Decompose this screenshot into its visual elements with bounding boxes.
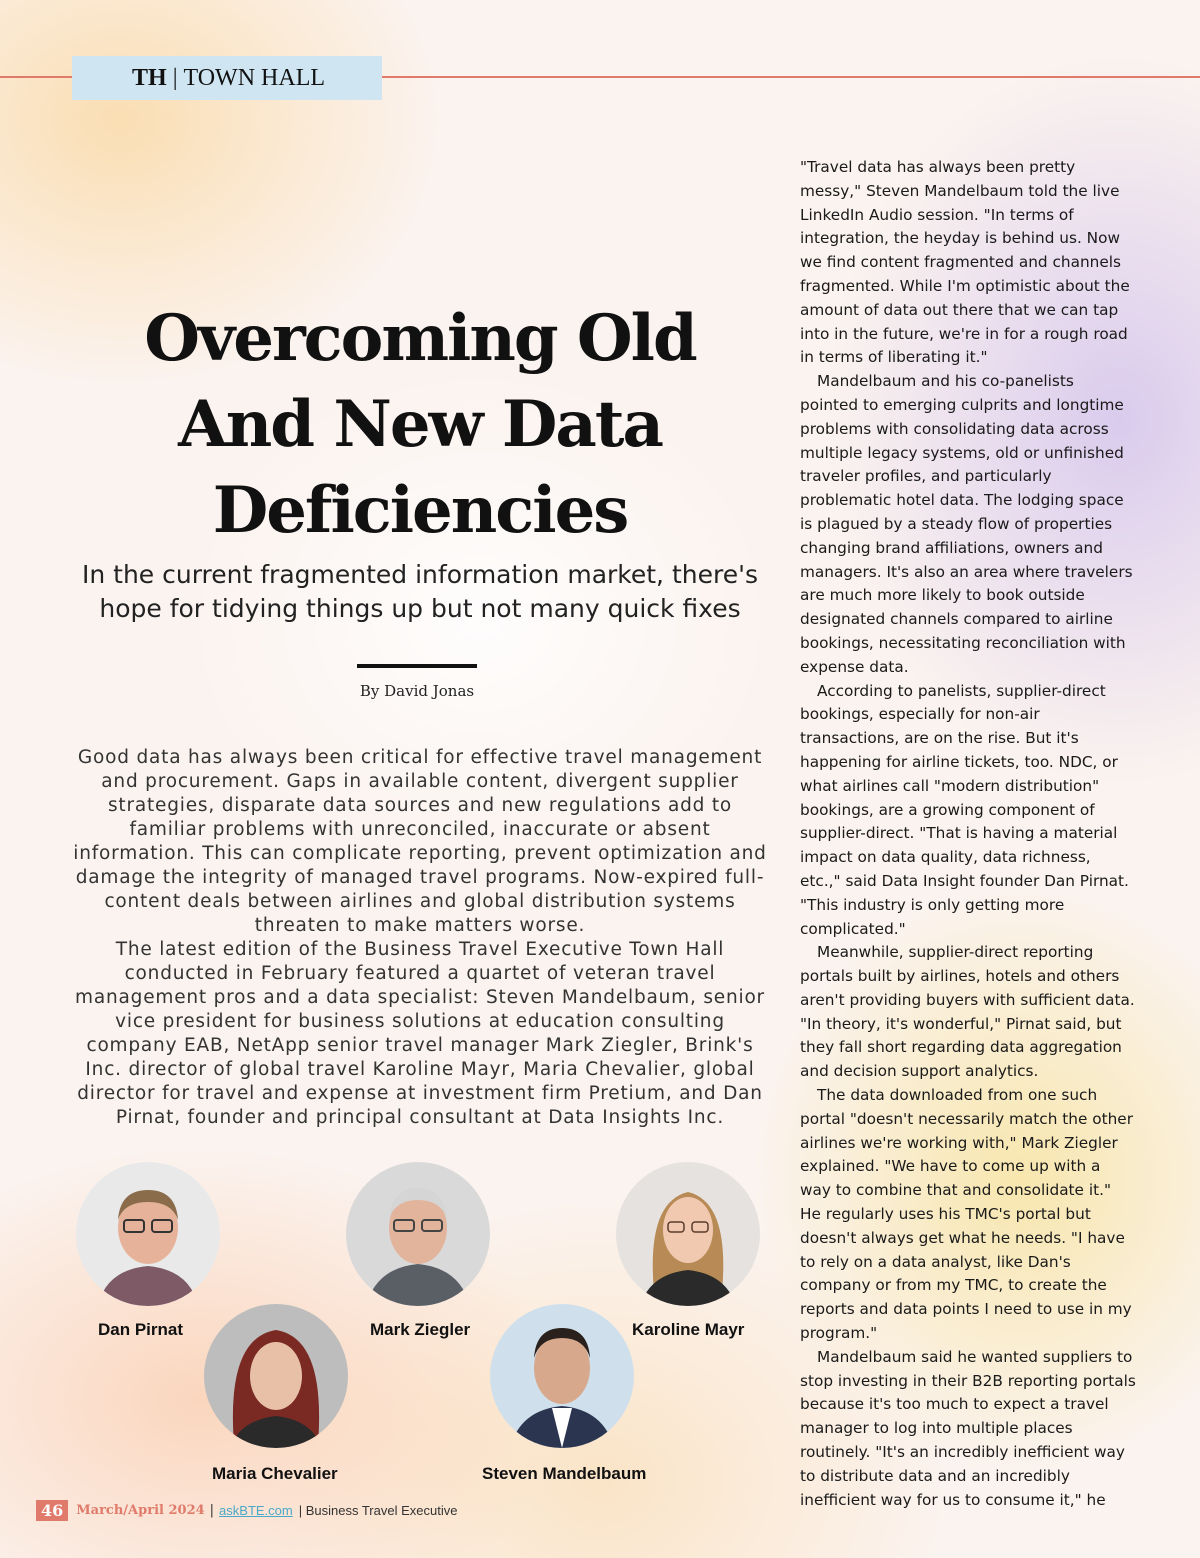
body-paragraph: "Travel data has always been pretty messy," Steven Mandelbaum told the live LinkedIn Audio session. "In terms of integration, the heyday is behind us. Now we find content fragmented and channels fragmented. While I'm optimistic about the amount of data out there that we can tap into in the future, we're in for a rough road in terms of liberating it." <box>800 158 1130 367</box>
panelist-photo-dan-pirnat <box>76 1162 220 1306</box>
article-body-column <box>800 156 1136 1512</box>
article-intro <box>70 746 770 1130</box>
issue-date: March/April 2024 <box>76 1503 205 1518</box>
page-number: 46 <box>36 1500 68 1521</box>
body-paragraph: According to panelists, supplier-direct bookings, especially for non-air transactions, are on the rise. But it's happening for airline tickets, too. NDC, or what airlines call "modern distribution" bookings, are a growing component of supplier-direct. "That is having a material impact on data quality, data richness, etc.," said Data Insight founder Dan Pirnat. "This industry is only getting more complicated." <box>800 681 1129 938</box>
footer-separator: | <box>209 1503 215 1518</box>
body-paragraph: Mandelbaum said he wanted suppliers to stop investing in their B2B reporting portals because it's too much to expect a travel manager to log into multiple places routinely. "It's an incredibly inefficient way to distribute data and an incredibly inefficient way for us to consume it," he <box>800 1347 1136 1509</box>
body-paragraph: Meanwhile, supplier-direct reporting portals built by airlines, hotels and others aren't providing buyers with sufficient data. "In theory, it's wonderful," Pirnat said, but they fall short regarding data aggregation and decision support analytics. <box>800 943 1135 1081</box>
panelist-photo-mark-ziegler <box>346 1162 490 1306</box>
publication-name: | Business Travel Executive <box>298 1503 458 1518</box>
photo-face <box>250 1342 302 1410</box>
section-abbr: TH <box>132 64 167 91</box>
section-name: TOWN HALL <box>183 64 326 91</box>
section-separator: | <box>172 64 178 91</box>
intro-paragraph: Good data has always been critical for effective travel management and procurement. Gaps in available content, divergent supplier strategies, disparate data sources and new regulations add to familiar problems with unreconciled, inaccurate or absent information. This can complicate reporting, prevent optimization and damage the integrity of managed travel programs. Now-expired full-content deals between airlines and global distribution systems threaten to make matters worse. <box>73 747 767 936</box>
article-dek: In the current fragmented information market, there's hope for tidying things up but not many quick fixes <box>81 560 758 623</box>
panelist-name-steven-mandelbaum: Steven Mandelbaum <box>482 1464 647 1483</box>
panelist-photo-steven-mandelbaum <box>490 1304 634 1448</box>
intro-paragraph: The latest edition of the Business Travel Executive Town Hall conducted in February featured a quartet of veteran travel management pros and a data specialist: Steven Mandelbaum, senior vice president for business solutions at education consulting company EAB, NetApp senior travel manager Mark Ziegler, Brink's Inc. director of global travel Karoline Mayr, Maria Chevalier, global director for travel and expense at investment firm Pretium, and Dan Pirnat, founder and principal consultant at Data Insights Inc. <box>75 939 765 1128</box>
panelist-photo-maria-chevalier <box>204 1304 348 1448</box>
panelist-name-maria-chevalier: Maria Chevalier <box>212 1464 338 1483</box>
photo-face <box>663 1197 713 1263</box>
article-byline: By David Jonas <box>359 682 475 700</box>
panelist-name-mark-ziegler: Mark Ziegler <box>370 1320 471 1339</box>
website-link[interactable]: askBTE.com <box>219 1503 293 1518</box>
panelist-photo-karoline-mayr <box>616 1162 760 1306</box>
body-paragraph: Mandelbaum and his co-panelists pointed to emerging culprits and longtime problems with consolidating data across multiple legacy systems, old or unfinished traveler profiles, and particularly problematic hotel data. The lodging space is plagued by a steady flow of properties changing brand affiliations, owners and managers. It's also an area where travelers are much more likely to book outside designated channels compared to airline bookings, necessitating reconciliation with expense data. <box>800 372 1133 676</box>
page-footer <box>36 1500 457 1521</box>
section-tab <box>72 56 382 100</box>
byline-rule <box>357 664 477 668</box>
body-paragraph: The data downloaded from one such portal "doesn't necessarily match the other airlines we're working with," Mark Ziegler explained. "We have to come up with a way to combine that and consolidate it." He regularly uses his TMC's portal but doesn't always get what he needs. "I have to rely on a data analyst, like Dan's company or from my TMC, to create the reports and data points I need to use in my program." <box>800 1086 1133 1343</box>
panelist-name-dan-pirnat: Dan Pirnat <box>98 1320 184 1339</box>
panelist-name-karoline-mayr: Karoline Mayr <box>632 1320 745 1339</box>
article-headline: Overcoming Old And New Data Deficiencies <box>144 301 696 548</box>
